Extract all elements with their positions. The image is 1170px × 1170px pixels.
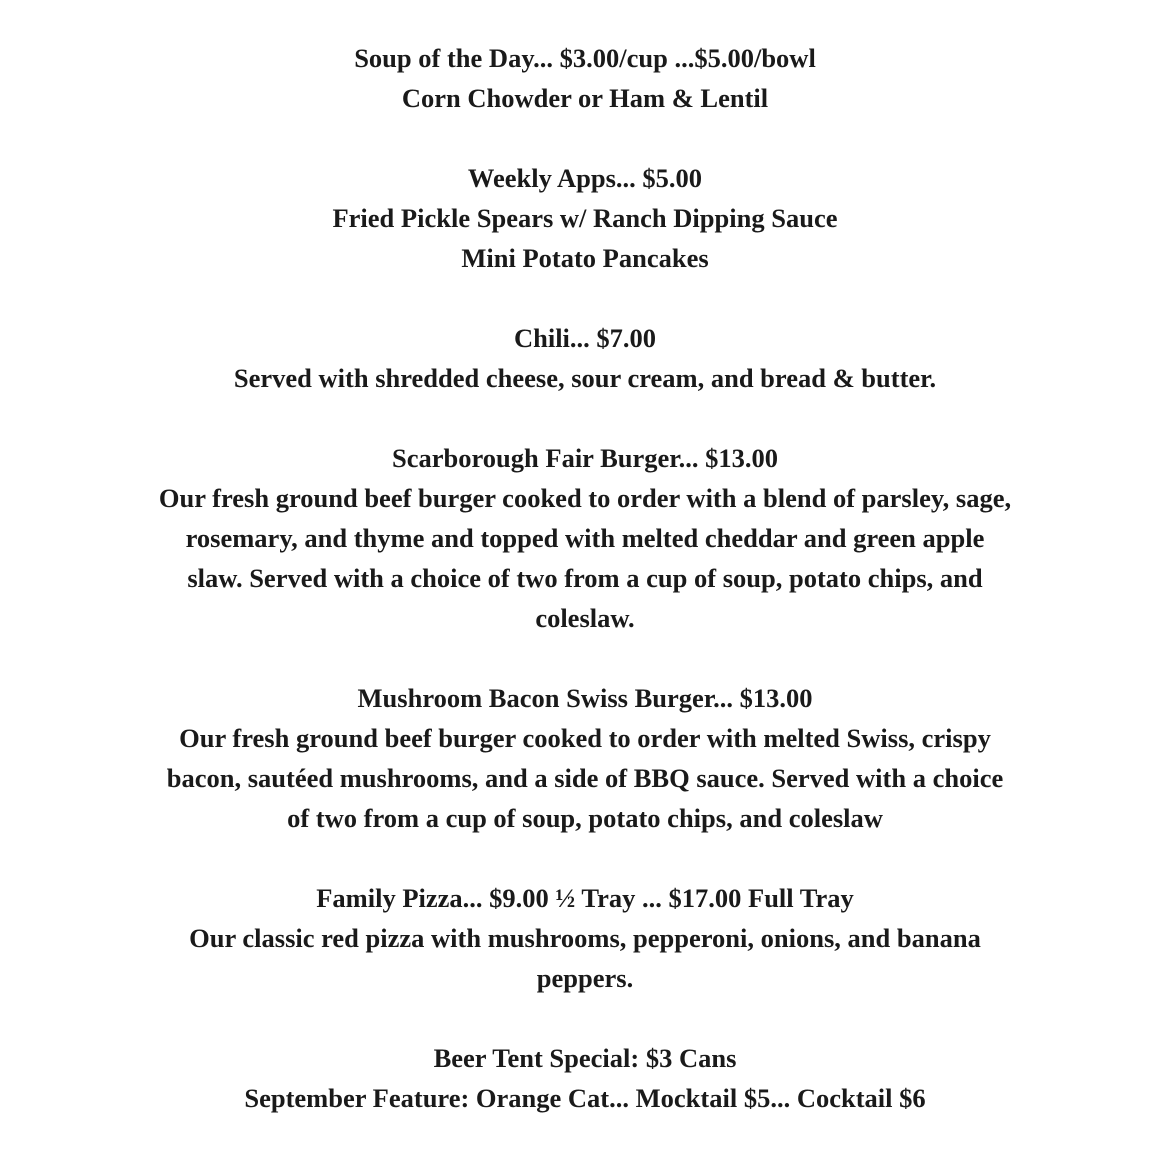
section-title: Weekly Apps... $5.00 bbox=[467, 163, 703, 193]
section-line: Our fresh ground beef burger cooked to order with melted Swiss, crispy bbox=[179, 723, 991, 753]
section-line: peppers. bbox=[536, 963, 634, 993]
menu-section-beer-tent bbox=[0, 1038, 1170, 1118]
section-line: Corn Chowder or Ham & Lentil bbox=[401, 83, 769, 113]
section-title: Family Pizza... $9.00 ½ Tray ... $17.00 Full Tray bbox=[316, 883, 854, 913]
menu-section-chili bbox=[0, 318, 1170, 398]
section-line: Served with shredded cheese, sour cream, and bread & butter. bbox=[233, 363, 937, 393]
menu-section-pizza bbox=[0, 878, 1170, 998]
section-line: of two from a cup of soup, potato chips, and coleslaw bbox=[287, 803, 883, 833]
section-title: Scarborough Fair Burger... $13.00 bbox=[392, 443, 778, 473]
menu-section-mushroom-burger bbox=[0, 678, 1170, 838]
section-line: coleslaw. bbox=[535, 603, 635, 633]
section-line: rosemary, and thyme and topped with melted cheddar and green apple bbox=[185, 523, 985, 553]
menu-section-soup bbox=[0, 38, 1170, 118]
section-line: Mini Potato Pancakes bbox=[461, 243, 709, 273]
section-title: Mushroom Bacon Swiss Burger... $13.00 bbox=[357, 683, 813, 713]
section-line: September Feature: Orange Cat... Mocktail $5... Cocktail $6 bbox=[244, 1083, 926, 1113]
menu-section-apps bbox=[0, 158, 1170, 278]
section-line: Our fresh ground beef burger cooked to order with a blend of parsley, sage, bbox=[158, 483, 1012, 513]
section-line: slaw. Served with a choice of two from a cup of soup, potato chips, and bbox=[187, 563, 983, 593]
section-title: Beer Tent Special: $3 Cans bbox=[433, 1043, 737, 1073]
section-line: Our classic red pizza with mushrooms, pepperoni, onions, and banana bbox=[189, 923, 981, 953]
menu-section-scarborough-burger bbox=[0, 438, 1170, 638]
section-line: bacon, sautéed mushrooms, and a side of BBQ sauce. Served with a choice bbox=[166, 763, 1004, 793]
section-title: Chili... $7.00 bbox=[513, 323, 657, 353]
section-title: Soup of the Day... $3.00/cup ...$5.00/bowl bbox=[354, 43, 816, 73]
section-line: Fried Pickle Spears w/ Ranch Dipping Sauce bbox=[332, 203, 838, 233]
